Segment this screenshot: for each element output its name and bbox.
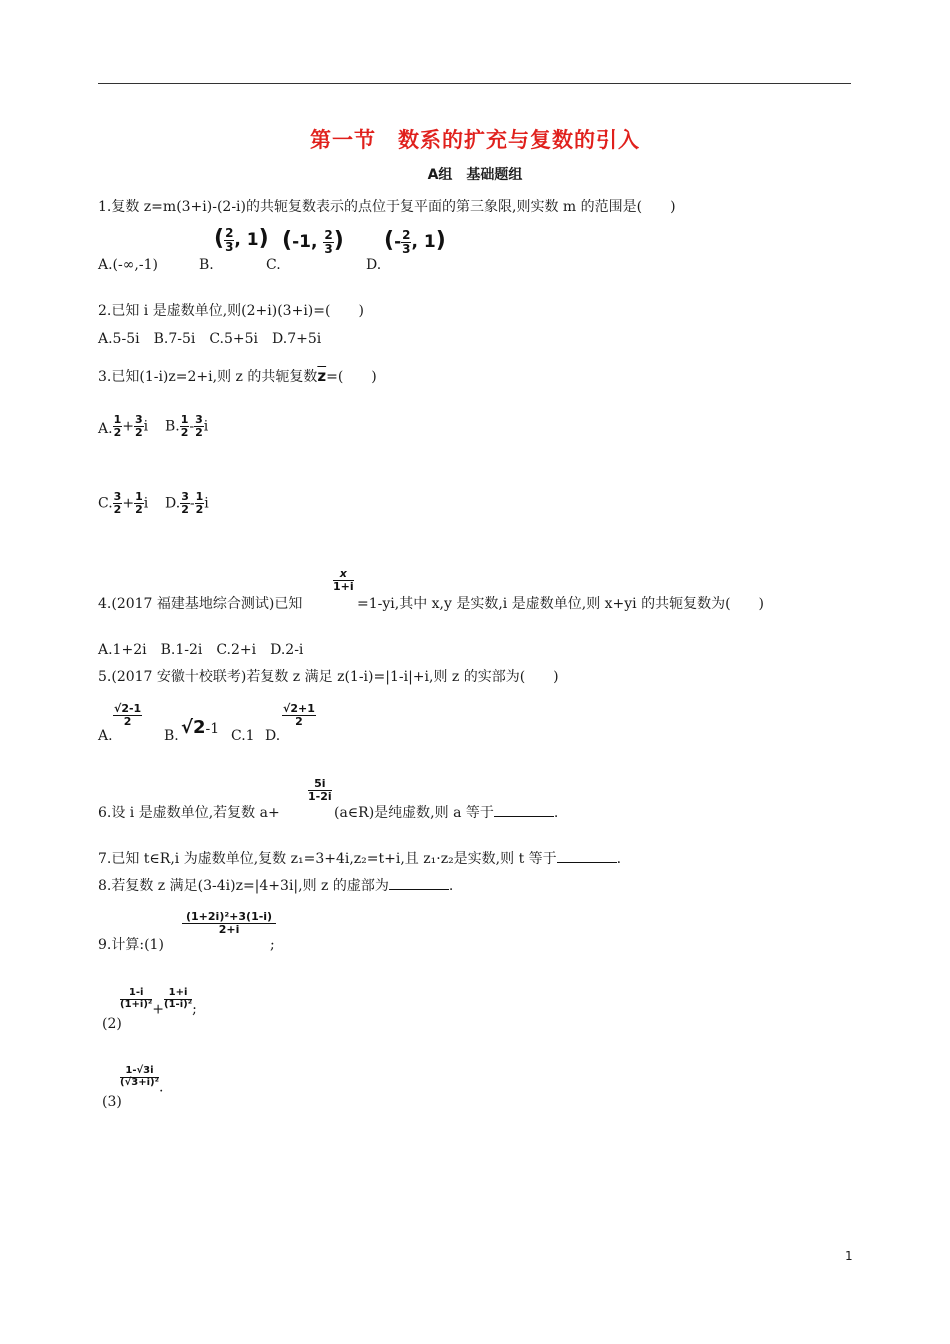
question-1-option-c-expr: (-1, $\frac{2}{3}$ ) [282,228,344,256]
question-6-post: (a∈R)是纯虚数,则 a 等于 . [334,805,559,821]
question-1-option-a: A.(-∞,-1) [98,257,158,273]
question-9-part-3-label: (3) [102,1094,122,1110]
question-9-part-1-fraction: $\frac{\text{(1+2i)²+3(1-i)}}{2+i}$ [182,911,276,935]
question-9-part-2-label: (2) [102,1016,122,1032]
question-4-stem-pre: 4.(2017 福建基地综合测试)已知 [98,596,303,612]
group-subtitle: A组 基础题组 [427,167,523,183]
question-5-stem: 5.(2017 安徽十校联考)若复数 z 满足 z(1-i)=|1-i|+i,则 z 的实部为( ) [98,669,559,685]
question-9-part-2-expr: $\frac{1-i}{\text{(1+i)²}}$ + $\frac{1+i}{\text{(1-i)²}}$ ; [120,987,197,1018]
question-1-option-b-expr: ( $\frac{2}{3}$ , 1) [214,226,269,254]
question-7: 7.已知 t∈R,i 为虚数单位,复数 z₁=3+4i,z₂=t+i,且 z₁·z₂是实数,则 t 等于 . [98,851,622,867]
question-8: 8.若复数 z 满足(3-4i)z=|4+3i|,则 z 的虚部为 . [98,878,454,894]
section-title: 第一节 数系的扩充与复数的引入 [310,128,640,152]
question-6-answer-blank[interactable] [494,804,554,817]
question-6-pre: 6.设 i 是虚数单位,若复数 a+ [98,805,280,821]
question-2-stem: 2.已知 i 是虚数单位,则(2+i)(3+i)=( ) [98,303,364,319]
question-3-stem: 3.已知(1-i)z=2+i,则 z 的共轭复数$\overline{z}=$( ) [98,367,377,385]
question-5-option-d-expr: $\frac{√2+1}{2}$ [283,702,315,728]
question-1-option-b-label: B. [199,257,214,273]
question-1-stem: 1.复数 z=m(3+i)-(2-i)的共轭复数表示的点位于复平面的第三象限,则实数 m 的范围是( ) [98,199,676,215]
question-8-answer-blank[interactable] [389,877,449,890]
question-7-answer-blank[interactable] [557,850,617,863]
question-3-option-a: A. $\frac{1}{2}$ + $\frac{3}{2}$ i [98,413,149,439]
question-4-options: A.1+2i B.1-2i C.2+i D.2-i [98,642,304,658]
question-5-option-a-expr: $\frac{√2-1}{2}$ [114,702,142,728]
question-6-fraction: $\frac{5i}{1-2i}$ [308,777,332,803]
question-5-option-a-label: A. [98,728,113,744]
question-5-option-d-label: D. [265,728,281,744]
question-9-label: 9.计算:(1) [98,937,164,953]
question-9-part-3-expr: $\frac{1-√3i}{\text{(√3+i)²}}$ . [120,1065,164,1096]
header-rule [98,83,851,84]
question-4-stem-post: =1-yi,其中 x,y 是实数,i 是虚数单位,则 x+yi 的共轭复数为( ) [357,596,765,612]
question-1-option-d-label: D. [366,257,382,273]
question-3-option-b: B. $\frac{1}{2}$ - $\frac{3}{2}$ i [165,413,209,439]
question-4-fraction: $\frac{x}{1+i}$ [333,567,354,593]
page-number: 1 [845,1249,853,1263]
question-1-option-c-label: C. [266,257,281,273]
question-1-option-d-expr: (- $\frac{2}{3}$ , 1) [384,228,446,256]
question-2-options: A.5-5i B.7-5i C.5+5i D.7+5i [98,331,322,347]
question-3-option-c: C. $\frac{3}{2}$ + $\frac{1}{2}$ i [98,490,149,516]
question-9-part-1-end: ; [270,937,275,953]
question-5-option-b-label: B. [164,728,179,744]
question-5-option-c: C.1 [231,728,255,744]
question-5-option-b-expr: √2-1 [181,717,220,738]
question-3-option-d: D. $\frac{3}{2}$ - $\frac{1}{2}$ i [165,490,209,516]
